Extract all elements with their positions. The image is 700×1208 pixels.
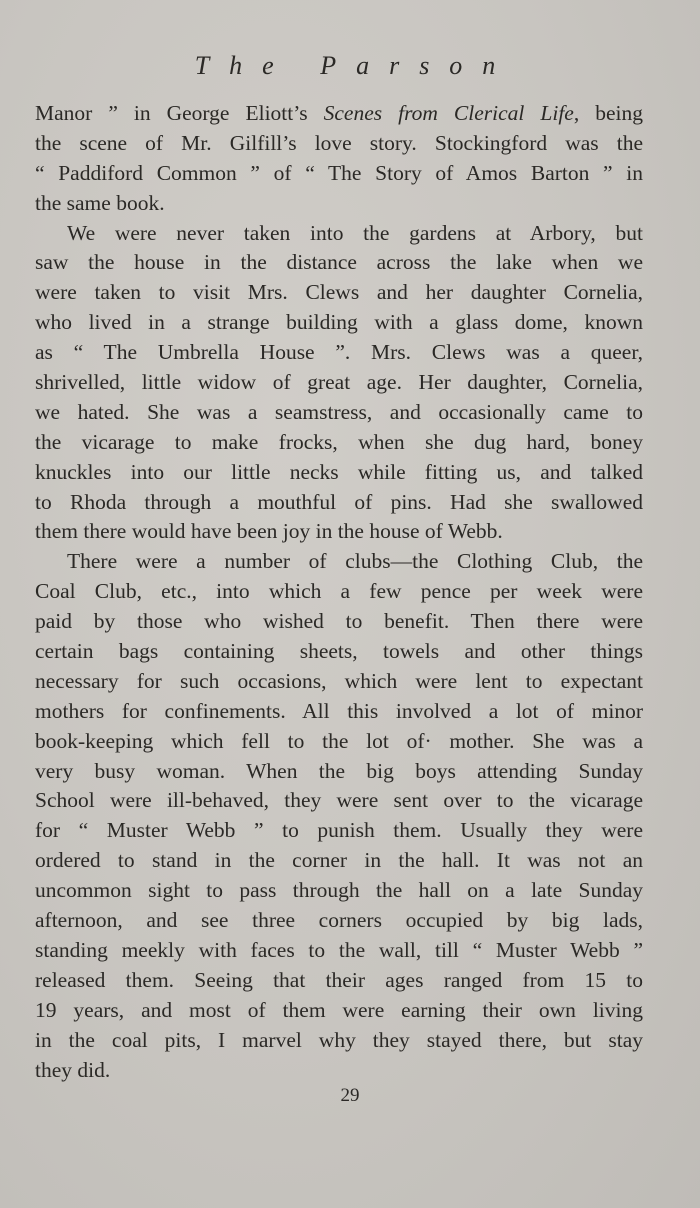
text-line: the scene of Mr. Gilfill’s love story. Stockingford was the	[35, 130, 643, 155]
text-line: certain bags containing sheets, towels and other things	[35, 639, 643, 664]
text-line: “ Paddiford Common ” of “ The Story of Amos Barton ” in	[35, 160, 643, 185]
text-line: for “ Muster Webb ” to punish them. Usually they were	[35, 818, 643, 843]
text-line: School were ill-behaved, they were sent over to the vicarage	[35, 788, 643, 813]
body-text	[35, 99, 643, 1085]
text-line: very busy woman. When the big boys attending Sunday	[35, 758, 643, 783]
text-line: Coal Club, etc., into which a few pence per week were	[35, 579, 643, 604]
text-line: mothers for confinements. All this involved a lot of minor	[35, 698, 643, 723]
text-line: them there would have been joy in the house of Webb.	[35, 519, 503, 544]
page-number: 29	[340, 1085, 360, 1106]
text-line: shrivelled, little widow of great age. Her daughter, Cornelia,	[35, 370, 643, 395]
text-line: they did.	[35, 1057, 111, 1082]
text-line: standing meekly with faces to the wall, till “ Muster Webb ”	[35, 937, 643, 962]
paragraph-first-line: There were a number of clubs—the Clothing Club, the	[67, 549, 643, 574]
running-head: The Parson	[194, 51, 516, 80]
text-line: book-keeping which fell to the lot of· mother. She was a	[35, 728, 643, 753]
text-line: Manor ” in George Eliott’s Scenes from Clerical Life, being	[35, 101, 643, 125]
text-line: afternoon, and see three corners occupied by big lads,	[35, 908, 643, 933]
text-line: released them. Seeing that their ages ranged from 15 to	[35, 967, 643, 992]
book-title-italic: Scenes from Clerical Life	[323, 101, 574, 125]
text-line: necessary for such occasions, which were lent to expectant	[35, 668, 643, 693]
text-line: the vicarage to make frocks, when she dug hard, boney	[35, 429, 643, 454]
text-line: ordered to stand in the corner in the hall. It was not an	[35, 848, 643, 873]
text-line: as “ The Umbrella House ”. Mrs. Clews was a queer,	[35, 340, 643, 365]
text-line: paid by those who wished to benefit. Then there were	[35, 609, 643, 634]
text-line: knuckles into our little necks while fitting us, and talked	[35, 459, 643, 484]
text-line: who lived in a strange building with a glass dome, known	[35, 310, 643, 335]
text-line: uncommon sight to pass through the hall on a late Sunday	[35, 878, 643, 903]
text-line: were taken to visit Mrs. Clews and her daughter Cornelia,	[35, 280, 643, 305]
text-line: we hated. She was a seamstress, and occasionally came to	[35, 399, 643, 424]
text-line: the same book.	[35, 190, 165, 215]
text-line: in the coal pits, I marvel why they stayed there, but stay	[35, 1027, 643, 1052]
paragraph-first-line: We were never taken into the gardens at Arbory, but	[67, 220, 643, 245]
text-line: saw the house in the distance across the lake when we	[35, 250, 643, 275]
text-line: to Rhoda through a mouthful of pins. Had she swallowed	[35, 489, 643, 514]
text-line: 19 years, and most of them were earning their own living	[35, 997, 643, 1022]
